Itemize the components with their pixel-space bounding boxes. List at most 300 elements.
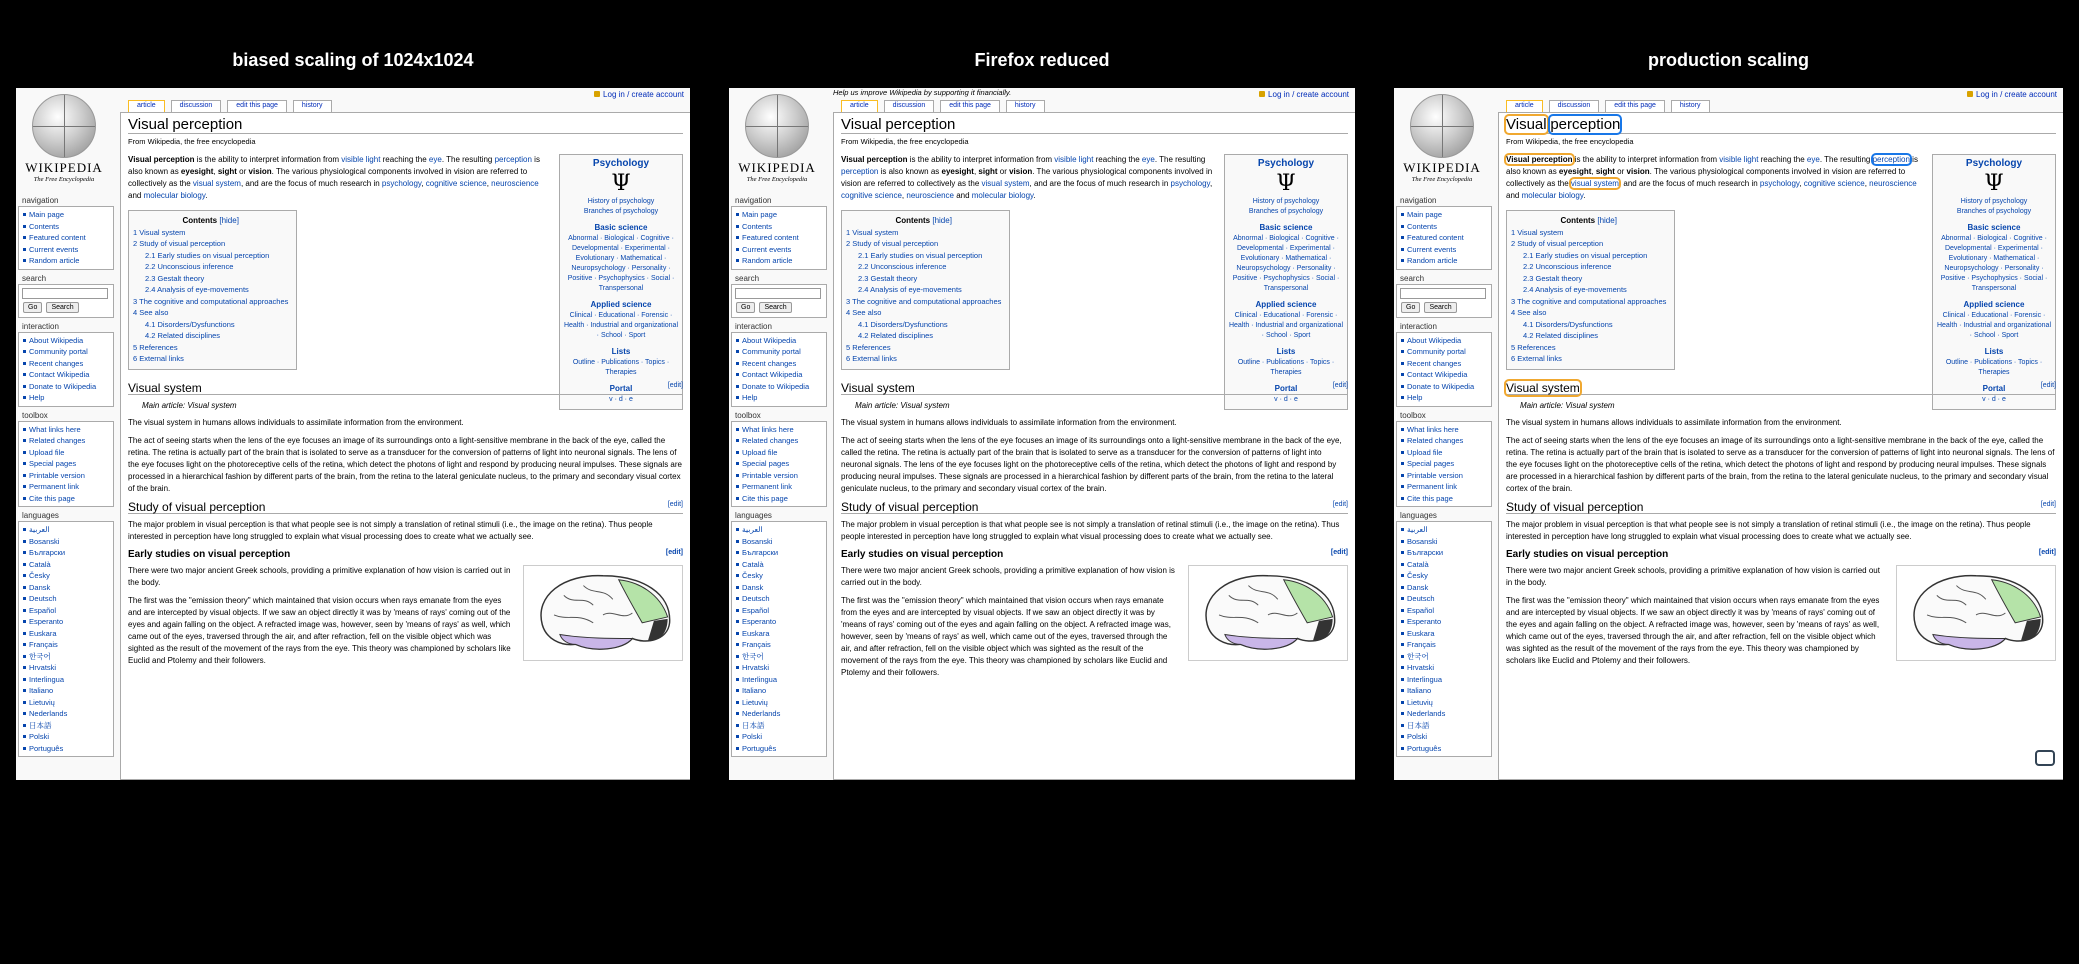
toolbox-upload[interactable]: Upload file [735, 447, 823, 459]
lang-item[interactable]: Italiano [735, 685, 823, 697]
infobox-basic[interactable]: Abnormal · Biological · Cognitive · Developmental · Experimental · Evolutionary · Mathematical · Neuropsychology · Personality · Positive · Psychophysics · Social · Transpersonal [1940, 235, 2048, 292]
brain-illustration[interactable] [1188, 565, 1348, 661]
nav-current-events[interactable]: Current events [735, 244, 823, 256]
toc-item[interactable]: 4 See also [133, 308, 169, 317]
paragraph: The visual system in humans allows individuals to assimilate information from the environment. [1506, 417, 1842, 427]
edit-section-link[interactable]: [edit] [2038, 548, 2056, 556]
toc-item[interactable]: 2.2 Unconscious inference [145, 262, 234, 271]
toolbox-permanent[interactable]: Permanent link [735, 481, 823, 493]
search-input[interactable] [1400, 288, 1486, 299]
nav-random[interactable]: Random article [735, 255, 823, 267]
lede-link[interactable]: visible light [341, 155, 381, 164]
toc-item[interactable]: 4.1 Disorders/Dysfunctions [858, 319, 948, 329]
nav-random[interactable]: Random article [22, 255, 110, 267]
lang-item[interactable]: Interlingua [735, 674, 823, 686]
lang-item[interactable]: Bosanski [735, 536, 823, 548]
toc-item[interactable]: 1 Visual system [846, 227, 899, 237]
lede-link[interactable]: psychology [1759, 179, 1800, 188]
lede-text: . The various physiological components involved in vision are referred to collectively as the [1506, 167, 1906, 188]
nav-main-page[interactable]: Main page [1400, 209, 1488, 221]
toolbox-related[interactable]: Related changes [735, 435, 823, 447]
lede-link[interactable]: eye [1806, 155, 1820, 164]
go-button[interactable]: Go [736, 302, 755, 313]
edit-section-link[interactable]: [edit] [667, 500, 683, 508]
lang-item[interactable]: العربية [1400, 524, 1488, 536]
toolbox-special[interactable]: Special pages [1400, 458, 1488, 470]
lede-link[interactable]: molecular biology [143, 191, 206, 200]
lede-text: , and are the focus of much research in [240, 179, 382, 188]
lede-text: , and are the focus of much research in [1618, 179, 1760, 188]
interaction-community[interactable]: Community portal [1400, 346, 1488, 358]
lede-link[interactable]: perception [1872, 155, 1910, 164]
brain-illustration[interactable] [523, 565, 683, 661]
lede-bold: vision [1009, 167, 1033, 176]
toolbox-portlet [731, 421, 827, 508]
lede-text: reaching the [380, 155, 429, 164]
toolbox-permanent[interactable]: Permanent link [1400, 481, 1488, 493]
infobox-basic-head: Basic science [594, 223, 648, 232]
lang-item[interactable]: 한국어 [22, 651, 110, 663]
lang-item[interactable]: 日本語 [1400, 720, 1488, 732]
page-title [841, 116, 1348, 134]
toc-item[interactable]: 2.4 Analysis of eye-movements [858, 285, 962, 294]
brain-illustration[interactable] [1896, 565, 2056, 661]
article-content [833, 112, 1355, 780]
tab-article[interactable]: article [1506, 100, 1543, 112]
infobox-history[interactable]: History of psychology [1960, 198, 2028, 205]
lede-link[interactable]: perception [841, 167, 879, 176]
lede-text: , [1591, 167, 1596, 176]
page-title [1506, 116, 2056, 134]
edit-section-link[interactable]: [edit] [2040, 500, 2056, 508]
user-icon [594, 91, 600, 97]
toolbox-upload[interactable]: Upload file [1400, 447, 1488, 459]
section-heading: Early studies on visual perception [128, 548, 291, 560]
lang-item[interactable]: Deutsch [735, 593, 823, 605]
toc-item[interactable]: 3 The cognitive and computational approaches [1511, 296, 1667, 306]
toolbox-special[interactable]: Special pages [735, 458, 823, 470]
toc-item[interactable]: 4.1 Disorders/Dysfunctions [145, 319, 235, 329]
lang-item[interactable]: Polski [22, 731, 110, 743]
nav-heading: navigation [735, 196, 772, 205]
infobox-vde[interactable]: v · d · e [1982, 396, 2006, 403]
languages-heading: languages [1400, 511, 1437, 520]
lang-item[interactable]: Português [22, 743, 110, 755]
lang-item[interactable]: Hrvatski [1400, 662, 1488, 674]
lang-item[interactable]: Česky [1400, 570, 1488, 582]
interaction-recent[interactable]: Recent changes [1400, 358, 1488, 370]
interaction-about[interactable]: About Wikipedia [1400, 335, 1488, 347]
lang-item[interactable]: Nederlands [1400, 708, 1488, 720]
main-article-hatnote[interactable]: Main article: Visual system [142, 400, 237, 410]
lang-item[interactable]: Esperanto [22, 616, 110, 628]
infobox-applied[interactable]: Clinical · Educational · Forensic · Health · Industrial and organizational · School · Sport [1936, 312, 2051, 339]
login-link[interactable] [594, 90, 684, 99]
lang-item[interactable]: Español [735, 605, 823, 617]
search-portlet [18, 284, 114, 318]
lang-item[interactable]: Esperanto [1400, 616, 1488, 628]
lede-bold: sight [1595, 167, 1615, 176]
lede-bold: vision [1626, 167, 1650, 176]
infobox-basic[interactable]: Abnormal · Biological · Cognitive · Developmental · Experimental · Evolutionary · Mathematical · Neuropsychology · Personality · Positive · Psychophysics · Social · Transpersonal [567, 235, 675, 292]
screenshot-firefox [729, 88, 1355, 780]
toolbox-cite[interactable]: Cite this page [1400, 493, 1488, 505]
toolbox-cite[interactable]: Cite this page [735, 493, 823, 505]
toolbox-cite[interactable]: Cite this page [22, 493, 110, 505]
lang-item[interactable]: Interlingua [22, 674, 110, 686]
lang-item[interactable]: Deutsch [22, 593, 110, 605]
infobox-history[interactable]: History of psychology [1252, 198, 1320, 205]
tab-discussion[interactable]: discussion [884, 100, 935, 112]
lede-text: is also known as [128, 155, 540, 176]
infobox-applied[interactable]: Clinical · Educational · Forensic · Health · Industrial and organizational · School · Sport [563, 312, 678, 339]
lang-item[interactable]: Deutsch [1400, 593, 1488, 605]
lede-bold: eyesight [1558, 167, 1592, 176]
infobox-basic[interactable]: Abnormal · Biological · Cognitive · Developmental · Experimental · Evolutionary · Mathematical · Neuropsychology · Personality · Positive · Psychophysics · Social · Transpersonal [1232, 235, 1340, 292]
lang-item[interactable]: Nederlands [735, 708, 823, 720]
lang-item[interactable]: Français [22, 639, 110, 651]
toc-item[interactable]: 2.1 Early studies on visual perception [145, 250, 270, 260]
toc-item[interactable]: 3 The cognitive and computational approaches [846, 296, 1002, 306]
search-button[interactable]: Search [46, 302, 78, 313]
lang-item[interactable]: Български [22, 547, 110, 559]
wikipedia-tagline: The Free Encyclopedia [1411, 176, 1473, 183]
lede-link[interactable]: neuroscience [1869, 179, 1917, 188]
paragraph: The first was the "emission theory" which maintained that vision occurs when rays emanate from the eyes and are intercepted by visual objects. If we saw an object directly it was by 'means of rays' coming out of the eyes and again falling on the object. A refracted image was, however, seen by 'means of rays' as well, which came out of the eyes, traversed through the air, and after refraction, fell on the visible object which was sighted as the result of the movement of the rays from the eye. This theory was championed by scholars like Euclid and Ptolemy and their followers. [841, 595, 1171, 677]
lede-text: is also known as [1506, 155, 1918, 176]
lang-item[interactable]: Lietuvių [22, 697, 110, 709]
section-heading: Early studies on visual perception [841, 548, 1004, 560]
toc-item[interactable]: 4.1 Disorders/Dysfunctions [1523, 319, 1613, 329]
wikipedia-logo[interactable] [1398, 88, 1486, 192]
toolbox-what-links[interactable]: What links here [735, 424, 823, 436]
toolbox-upload[interactable]: Upload file [22, 447, 110, 459]
interaction-donate[interactable]: Donate to Wikipedia [22, 381, 110, 393]
interaction-portlet [731, 332, 827, 407]
search-input[interactable] [735, 288, 821, 299]
paragraph: The act of seeing starts when the lens of the eye focuses an image of its surroundings onto a light-sensitive membrane in the back of the eye, called the retina. The retina is actually part of the brain that is isolated to serve as a transducer for the conversion of patterns of light into neuronal signals. The lens of the eye focuses light on the photoreceptive cells of the retina, which detect the photons of light and respond by producing neural impulses. These signals are processed in a hierarchical fashion by different parts of the brain, from the retina to the lateral geniculate nucleus, to the primary and secondary visual cortex of the brain. [841, 435, 1342, 493]
interaction-help[interactable]: Help [735, 392, 823, 404]
infobox-branches[interactable]: Branches of psychology [583, 208, 659, 215]
lang-item[interactable]: Polski [1400, 731, 1488, 743]
tab-edit[interactable]: edit this page [940, 100, 1000, 112]
toolbox-printable[interactable]: Printable version [735, 470, 823, 482]
toc-item[interactable]: 2.2 Unconscious inference [858, 262, 947, 271]
tab-history[interactable]: history [293, 100, 332, 112]
lang-item[interactable]: 한국어 [735, 651, 823, 663]
tab-discussion[interactable]: discussion [1549, 100, 1600, 112]
lede-link[interactable]: eye [428, 155, 442, 164]
login-link[interactable] [1259, 90, 1349, 99]
lede-link[interactable]: perception [494, 155, 532, 164]
tab-history[interactable]: history [1006, 100, 1045, 112]
infobox-branches[interactable]: Branches of psychology [1956, 208, 2032, 215]
toc-item[interactable]: 4 See also [846, 308, 882, 317]
toc-item[interactable]: 1 Visual system [1511, 227, 1564, 237]
edit-section-link[interactable]: [edit] [2040, 381, 2056, 389]
lang-item[interactable]: Dansk [1400, 582, 1488, 594]
interaction-contact[interactable]: Contact Wikipedia [735, 369, 823, 381]
infobox-branches[interactable]: Branches of psychology [1248, 208, 1324, 215]
user-icon [1967, 91, 1973, 97]
chat-bubble-icon[interactable] [2035, 750, 2055, 766]
interaction-donate[interactable]: Donate to Wikipedia [735, 381, 823, 393]
interaction-contact[interactable]: Contact Wikipedia [1400, 369, 1488, 381]
lede-link[interactable]: cognitive science [841, 191, 902, 200]
tab-article[interactable]: article [128, 100, 165, 112]
edit-section-link[interactable]: [edit] [665, 548, 683, 556]
lang-item[interactable]: Nederlands [22, 708, 110, 720]
infobox-vde[interactable]: v · d · e [609, 396, 633, 403]
infobox-title[interactable]: Psychology [1965, 158, 2023, 169]
login-label: Log in / create account [1976, 90, 2057, 99]
lang-item[interactable]: Euskara [1400, 628, 1488, 640]
nav-contents[interactable]: Contents [22, 221, 110, 233]
tab-edit[interactable]: edit this page [1605, 100, 1665, 112]
toc-item[interactable]: 1 Visual system [133, 227, 186, 237]
nav-main-page[interactable]: Main page [22, 209, 110, 221]
toc-item[interactable]: 2.3 Gestalt theory [145, 273, 205, 283]
lede-link[interactable]: neuroscience [491, 179, 539, 188]
toc-heading: Contents [182, 216, 218, 225]
lang-item[interactable]: Lietuvių [1400, 697, 1488, 709]
search-heading: search [735, 273, 760, 283]
lang-item[interactable]: Bosanski [1400, 536, 1488, 548]
toc-item[interactable]: 2.4 Analysis of eye-movements [1523, 285, 1627, 294]
lede-text: is the ability to interpret information from [194, 155, 342, 164]
toc-item[interactable]: 2.1 Early studies on visual perception [858, 250, 983, 260]
interaction-about[interactable]: About Wikipedia [735, 335, 823, 347]
infobox-applied[interactable]: Clinical · Educational · Forensic · Health · Industrial and organizational · School · Sport [1228, 312, 1343, 339]
tab-history[interactable]: history [1671, 100, 1710, 112]
lang-item[interactable]: 日本語 [22, 720, 110, 732]
search-button[interactable]: Search [1424, 302, 1456, 313]
tab-discussion[interactable]: discussion [171, 100, 222, 112]
toc-item[interactable]: 6 External links [133, 354, 184, 363]
toolbox-related[interactable]: Related changes [1400, 435, 1488, 447]
nav-contents[interactable]: Contents [1400, 221, 1488, 233]
lang-item[interactable]: Español [1400, 605, 1488, 617]
infobox-applied-head: Applied science [1255, 300, 1317, 309]
lang-item[interactable]: Español [22, 605, 110, 617]
interaction-recent[interactable]: Recent changes [735, 358, 823, 370]
toc-item[interactable]: 2.3 Gestalt theory [858, 273, 918, 283]
toc-item[interactable]: 6 External links [846, 354, 897, 363]
toc-item[interactable]: 5 References [846, 342, 891, 352]
lede-link[interactable]: psychology [1170, 179, 1210, 188]
edit-section-link[interactable]: [edit] [1332, 500, 1348, 508]
nav-random[interactable]: Random article [1400, 255, 1488, 267]
toc-item[interactable]: 4.2 Related disciplines [145, 331, 221, 340]
wikipedia-logo[interactable] [20, 88, 108, 192]
article-content [1498, 112, 2063, 780]
lang-item[interactable]: Hrvatski [735, 662, 823, 674]
toc-item[interactable]: 6 External links [1511, 354, 1562, 363]
lang-item[interactable]: Български [1400, 547, 1488, 559]
toc-hide-link[interactable]: [hide] [219, 216, 239, 225]
lang-item[interactable]: Lietuvių [735, 697, 823, 709]
search-button[interactable]: Search [759, 302, 791, 313]
lede-text: , [973, 167, 979, 176]
edit-section-link[interactable]: [edit] [667, 381, 683, 389]
lang-item[interactable]: Català [735, 559, 823, 571]
wikipedia-wordmark: WIKIPEDIA [1403, 160, 1481, 175]
login-link[interactable] [1967, 90, 2057, 99]
lang-item[interactable]: Euskara [735, 628, 823, 640]
lede-text: and [1506, 191, 1522, 200]
lang-item[interactable]: Català [1400, 559, 1488, 571]
toc-item[interactable]: 2.4 Analysis of eye-movements [145, 285, 249, 294]
nav-portlet [18, 206, 114, 270]
nav-featured[interactable]: Featured content [735, 232, 823, 244]
lang-item[interactable]: Italiano [1400, 685, 1488, 697]
lang-item[interactable]: Česky [735, 570, 823, 582]
lede-link[interactable]: visual system [1570, 179, 1619, 188]
lede-text: reaching the [1758, 155, 1807, 164]
section-early-studies [1506, 549, 2056, 561]
fundraising-notice[interactable]: Help us improve Wikipedia by supporting it financially. [833, 88, 1012, 97]
toolbox-what-links[interactable]: What links here [22, 424, 110, 436]
paragraph: There were two major ancient Greek schools, providing a primitive explanation of how vision is carried out in the body. [128, 565, 511, 587]
lang-item[interactable]: Česky [22, 570, 110, 582]
lang-item[interactable]: Português [735, 743, 823, 755]
lang-item[interactable]: Hrvatski [22, 662, 110, 674]
puzzle-globe-icon [745, 94, 809, 158]
lede-link[interactable]: cognitive science [1803, 179, 1865, 188]
lang-item[interactable]: Esperanto [735, 616, 823, 628]
toc-item[interactable]: 2 Study of visual perception [1511, 239, 1604, 248]
lede-link[interactable]: visual system [981, 179, 1030, 188]
nav-current-events[interactable]: Current events [22, 244, 110, 256]
toc-item[interactable]: 5 References [1511, 342, 1556, 352]
lang-item[interactable]: Interlingua [1400, 674, 1488, 686]
paragraph: The act of seeing starts when the lens of the eye focuses an image of its surroundings onto a light-sensitive membrane in the back of the eye, called the retina. The retina is actually part of the brain that is isolated to serve as a transducer for the conversion of patterns of light into neuronal signals. The lens of the eye focuses light on the photoreceptive cells of the retina, which detect the photons of light and respond by producing neural impulses. These signals are processed in a hierarchical fashion by different parts of the brain, from the retina to the lateral geniculate nucleus, to the primary and secondary visual cortex of the brain. [128, 435, 682, 493]
lang-item[interactable]: 日本語 [735, 720, 823, 732]
toc-item[interactable]: 2.1 Early studies on visual perception [1523, 250, 1648, 260]
toolbox-printable[interactable]: Printable version [22, 470, 110, 482]
nav-contents[interactable]: Contents [735, 221, 823, 233]
toolbox-printable[interactable]: Printable version [1400, 470, 1488, 482]
infobox-history[interactable]: History of psychology [587, 198, 655, 205]
toolbox-related[interactable]: Related changes [22, 435, 110, 447]
infobox-lists[interactable]: Outline · Publications · Topics · Therapies [1237, 359, 1335, 376]
lang-item[interactable]: Dansk [22, 582, 110, 594]
interaction-contact[interactable]: Contact Wikipedia [22, 369, 110, 381]
lede-link[interactable]: molecular biology [971, 191, 1034, 200]
interaction-donate[interactable]: Donate to Wikipedia [1400, 381, 1488, 393]
interaction-help[interactable]: Help [22, 392, 110, 404]
lang-item[interactable]: 한국어 [1400, 651, 1488, 663]
toc-item[interactable]: 3 The cognitive and computational approaches [133, 296, 289, 306]
infobox-lists[interactable]: Outline · Publications · Topics · Therapies [572, 359, 670, 376]
edit-section-link[interactable]: [edit] [1332, 381, 1348, 389]
search-portlet [731, 284, 827, 318]
tab-edit[interactable]: edit this page [227, 100, 287, 112]
interaction-recent[interactable]: Recent changes [22, 358, 110, 370]
lede-link[interactable]: eye [1141, 155, 1155, 164]
infobox-lists-head: Lists [611, 347, 631, 356]
lede-link[interactable]: molecular biology [1521, 191, 1584, 200]
edit-section-link[interactable]: [edit] [1330, 548, 1348, 556]
lede-text: , [901, 191, 907, 200]
infobox-title[interactable]: Psychology [592, 158, 650, 169]
toc-item[interactable]: 2 Study of visual perception [846, 239, 939, 248]
interaction-community[interactable]: Community portal [22, 346, 110, 358]
toc-hide-link[interactable]: [hide] [932, 216, 952, 225]
nav-current-events[interactable]: Current events [1400, 244, 1488, 256]
lang-item[interactable]: Български [735, 547, 823, 559]
lede-link[interactable]: visual system [192, 179, 241, 188]
main-article-hatnote[interactable]: Main article: Visual system [1520, 400, 1615, 410]
sidebar [1396, 192, 1492, 757]
interaction-about[interactable]: About Wikipedia [22, 335, 110, 347]
main-article-hatnote[interactable]: Main article: Visual system [855, 400, 950, 410]
lang-item[interactable]: Dansk [735, 582, 823, 594]
toc-hide-link[interactable]: [hide] [1597, 216, 1617, 225]
lang-item[interactable]: العربية [735, 524, 823, 536]
interaction-community[interactable]: Community portal [735, 346, 823, 358]
lede-link[interactable]: psychology [381, 179, 422, 188]
toc-item[interactable]: 2 Study of visual perception [133, 239, 226, 248]
lang-item[interactable]: Polski [735, 731, 823, 743]
go-button[interactable]: Go [23, 302, 42, 313]
toc-item[interactable]: 4 See also [1511, 308, 1547, 317]
lede-link[interactable]: visible light [1054, 155, 1094, 164]
nav-main-page[interactable]: Main page [735, 209, 823, 221]
toc-item[interactable]: 5 References [133, 342, 178, 352]
lede-text: or [997, 167, 1010, 176]
toolbox-what-links[interactable]: What links here [1400, 424, 1488, 436]
toc-item[interactable]: 4.2 Related disciplines [858, 331, 934, 340]
toolbox-special[interactable]: Special pages [22, 458, 110, 470]
lede-bold: eyesight [941, 167, 974, 176]
toolbox-heading: toolbox [735, 410, 761, 420]
go-button[interactable]: Go [1401, 302, 1420, 313]
interaction-help[interactable]: Help [1400, 392, 1488, 404]
toolbox-heading: toolbox [22, 410, 48, 420]
infobox-title[interactable]: Psychology [1257, 158, 1315, 169]
nav-heading: navigation [1400, 196, 1437, 205]
toc-item[interactable]: 2.3 Gestalt theory [1523, 273, 1583, 283]
lang-item[interactable]: Català [22, 559, 110, 571]
lede-bold: vision [248, 167, 272, 176]
infobox-lists[interactable]: Outline · Publications · Topics · Therapies [1945, 359, 2043, 376]
wikipedia-logo[interactable] [733, 88, 821, 192]
nav-portlet [1396, 206, 1492, 270]
lang-item[interactable]: Português [1400, 743, 1488, 755]
nav-featured[interactable]: Featured content [22, 232, 110, 244]
toc-item[interactable]: 4.2 Related disciplines [1523, 331, 1599, 340]
lang-item[interactable]: Français [1400, 639, 1488, 651]
lang-item[interactable]: Italiano [22, 685, 110, 697]
toolbox-permanent[interactable]: Permanent link [22, 481, 110, 493]
infobox-vde[interactable]: v · d · e [1274, 396, 1298, 403]
lang-item[interactable]: Bosanski [22, 536, 110, 548]
search-input[interactable] [22, 288, 108, 299]
lede-link[interactable]: neuroscience [906, 191, 954, 200]
nav-portlet [731, 206, 827, 270]
lang-item[interactable]: Français [735, 639, 823, 651]
lede-link[interactable]: visible light [1719, 155, 1759, 164]
lede-link[interactable]: cognitive science [425, 179, 487, 188]
lede-text: , [1864, 179, 1870, 188]
nav-featured[interactable]: Featured content [1400, 232, 1488, 244]
tab-article[interactable]: article [841, 100, 878, 112]
lang-item[interactable]: العربية [22, 524, 110, 536]
lang-item[interactable]: Euskara [22, 628, 110, 640]
toc-item[interactable]: 2.2 Unconscious inference [1523, 262, 1612, 271]
lede-bold-term: Visual perception [1506, 155, 1573, 164]
